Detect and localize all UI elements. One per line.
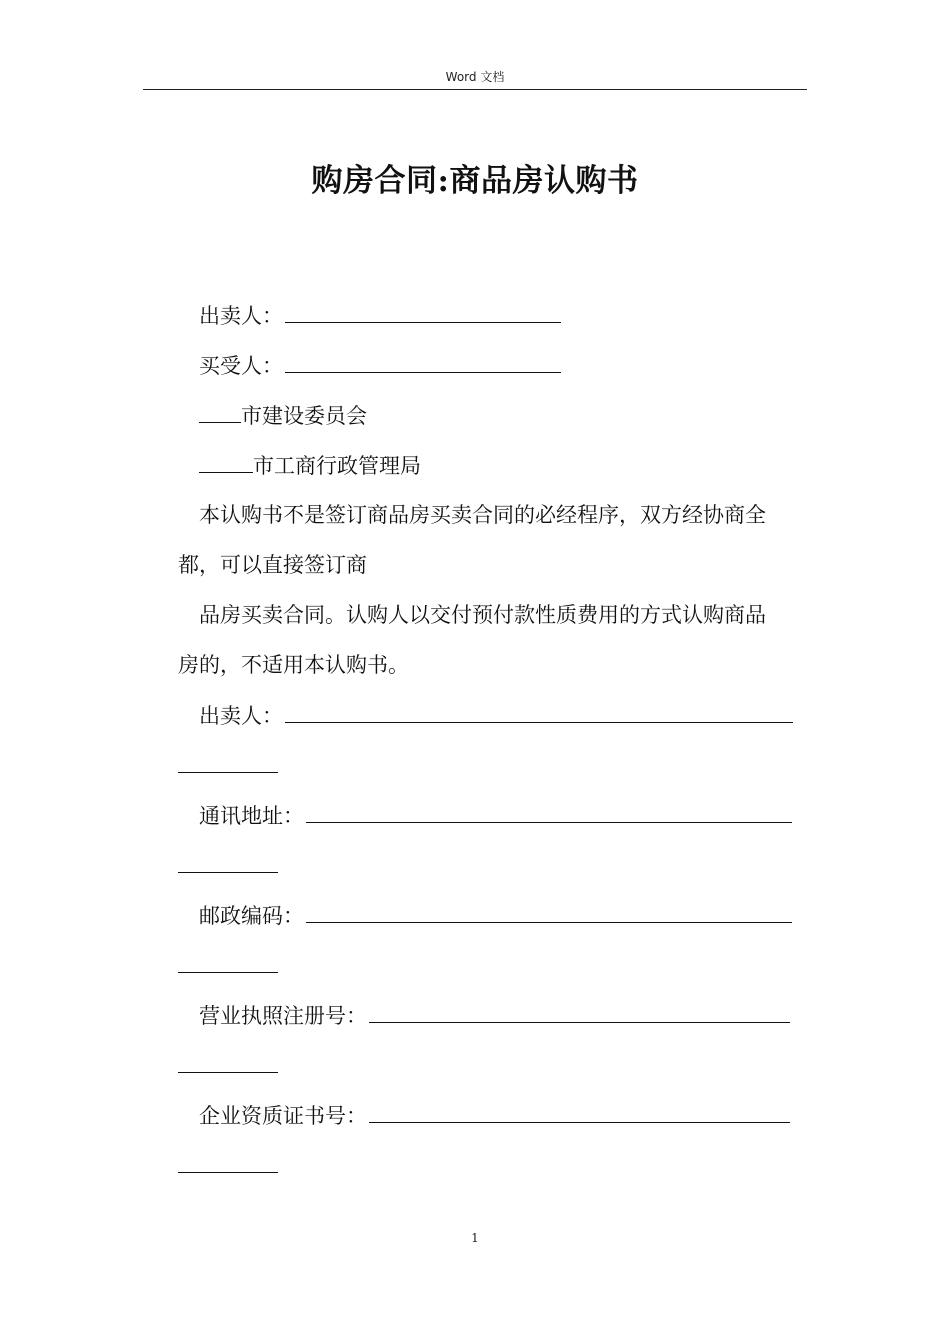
buyer-label: 买受人： <box>199 354 283 378</box>
postcode-blank[interactable] <box>306 900 792 923</box>
buyer-line <box>199 350 561 381</box>
qualification-label: 企业资质证书号： <box>199 1104 367 1128</box>
construction-committee-label: 市建设委员会 <box>241 404 367 428</box>
postcode-label: 邮政编码： <box>199 904 304 928</box>
seller-detail-label: 出卖人： <box>199 704 283 728</box>
document-title: 购房合同:商品房认购书 <box>311 163 639 199</box>
address-line <box>199 800 792 831</box>
notice-line-4: 房的，不适用本认购书。 <box>178 653 409 677</box>
address-label: 通讯地址： <box>199 804 304 828</box>
city-blank[interactable] <box>199 400 241 423</box>
license-line <box>199 1000 790 1031</box>
seller-line <box>199 300 561 331</box>
header-text: Word 文档 <box>445 70 505 84</box>
address-blank[interactable] <box>306 800 792 823</box>
page-number: 1 <box>471 1231 479 1245</box>
license-label: 营业执照注册号： <box>199 1004 367 1028</box>
seller-detail-blank-2[interactable] <box>178 750 278 773</box>
seller-detail-blank[interactable] <box>285 700 793 723</box>
commerce-bureau-line <box>199 450 421 481</box>
seller-blank[interactable] <box>285 300 561 323</box>
commerce-bureau-label: 市工商行政管理局 <box>253 454 421 478</box>
notice-line-3: 品房买卖合同。认购人以交付预付款性质费用的方式认购商品 <box>199 603 766 627</box>
notice-line-2: 都，可以直接签订商 <box>178 553 367 577</box>
construction-committee-line <box>199 400 367 431</box>
postcode-blank-2[interactable] <box>178 950 278 973</box>
license-blank-2[interactable] <box>178 1050 278 1073</box>
seller-detail-continuation <box>178 750 278 781</box>
qualification-continuation <box>178 1150 278 1181</box>
qualification-line <box>199 1100 790 1131</box>
city-blank-2[interactable] <box>199 450 253 473</box>
address-blank-2[interactable] <box>178 850 278 873</box>
seller-label: 出卖人： <box>199 304 283 328</box>
license-continuation <box>178 1050 278 1081</box>
license-blank[interactable] <box>369 1000 790 1023</box>
page-header <box>143 66 807 90</box>
postcode-continuation <box>178 950 278 981</box>
buyer-blank[interactable] <box>285 350 561 373</box>
qualification-blank[interactable] <box>369 1100 790 1123</box>
address-continuation <box>178 850 278 881</box>
notice-line-1: 本认购书不是签订商品房买卖合同的必经程序，双方经协商全 <box>199 503 766 527</box>
seller-detail-line <box>199 700 793 731</box>
postcode-line <box>199 900 792 931</box>
qualification-blank-2[interactable] <box>178 1150 278 1173</box>
